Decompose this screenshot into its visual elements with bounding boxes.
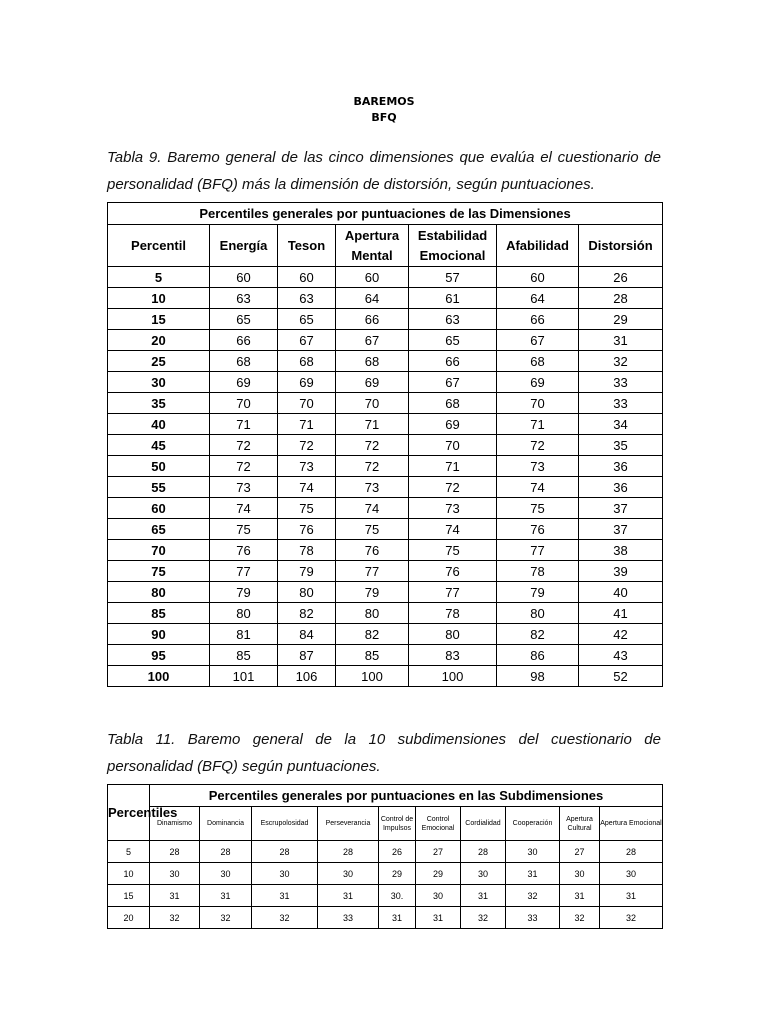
table-cell: 35 <box>579 435 663 456</box>
table-cell: 29 <box>579 309 663 330</box>
table-cell: 65 <box>210 309 278 330</box>
table-cell: 28 <box>252 841 318 863</box>
table-row <box>108 330 663 351</box>
table-cell: 73 <box>210 477 278 498</box>
table-cell: 27 <box>416 841 461 863</box>
caption-line: Tabla 9. Baremo general de las cinco dimensiones que evalúa el cuestionario de <box>107 149 661 166</box>
table-cell: 80 <box>409 624 497 645</box>
percentile-cell: 65 <box>108 519 210 540</box>
table-cell: 77 <box>497 540 579 561</box>
percentile-cell: 5 <box>108 267 210 288</box>
table-cell: 70 <box>497 393 579 414</box>
table-cell: 71 <box>210 414 278 435</box>
table-cell: 31 <box>600 885 663 907</box>
table-cell: 31 <box>200 885 252 907</box>
table-cell: 85 <box>336 645 409 666</box>
column-header: Apertura Emocional <box>600 807 663 841</box>
percentile-cell: 5 <box>108 841 150 863</box>
caption-line: personalidad (BFQ) según puntuaciones. <box>107 758 381 775</box>
table-cell: 60 <box>210 267 278 288</box>
table-row <box>108 309 663 330</box>
table-row <box>108 267 663 288</box>
table-cell: 30 <box>318 863 379 885</box>
table-cell: 61 <box>409 288 497 309</box>
table-cell: 31 <box>318 885 379 907</box>
table-cell: 36 <box>579 477 663 498</box>
percentile-cell: 85 <box>108 603 210 624</box>
table-cell: 68 <box>278 351 336 372</box>
table-cell: 72 <box>278 435 336 456</box>
table-cell: 31 <box>379 907 416 929</box>
table-cell: 80 <box>210 603 278 624</box>
table-row <box>108 885 663 907</box>
table-cell: 78 <box>497 561 579 582</box>
table-cell: 32 <box>506 885 560 907</box>
column-header: Apertura Cultural <box>560 807 600 841</box>
table-cell: 31 <box>416 907 461 929</box>
percentile-cell: 55 <box>108 477 210 498</box>
table-cell: 68 <box>336 351 409 372</box>
table-cell: 67 <box>497 330 579 351</box>
table-cell: 80 <box>278 582 336 603</box>
table-cell: 63 <box>278 288 336 309</box>
column-header: Apertura Mental <box>336 225 409 267</box>
table-cell: 69 <box>278 372 336 393</box>
table-cell: 76 <box>210 540 278 561</box>
table-cell: 72 <box>497 435 579 456</box>
table-cell: 75 <box>409 540 497 561</box>
table-11-title: Percentiles generales por puntuaciones en las Subdimensiones <box>150 785 663 807</box>
table-cell: 77 <box>210 561 278 582</box>
table-cell: 81 <box>210 624 278 645</box>
table-cell: 31 <box>150 885 200 907</box>
table-cell: 39 <box>579 561 663 582</box>
table-cell: 33 <box>579 372 663 393</box>
column-header: Afabilidad <box>497 225 579 267</box>
table-cell: 71 <box>278 414 336 435</box>
table-cell: 106 <box>278 666 336 687</box>
table-cell: 40 <box>579 582 663 603</box>
table-cell: 28 <box>579 288 663 309</box>
percentile-cell: 95 <box>108 645 210 666</box>
table-cell: 100 <box>409 666 497 687</box>
table-cell: 36 <box>579 456 663 477</box>
table-row <box>108 435 663 456</box>
table-cell: 31 <box>506 863 560 885</box>
table-cell: 32 <box>252 907 318 929</box>
table-cell: 30 <box>461 863 506 885</box>
table-cell: 67 <box>336 330 409 351</box>
table-cell: 30 <box>416 885 461 907</box>
table-cell: 68 <box>210 351 278 372</box>
percentile-cell: 60 <box>108 498 210 519</box>
table-cell: 75 <box>497 498 579 519</box>
percentile-cell: 20 <box>108 330 210 351</box>
table-cell: 31 <box>252 885 318 907</box>
table-cell: 77 <box>409 582 497 603</box>
table-cell: 82 <box>497 624 579 645</box>
table-cell: 70 <box>210 393 278 414</box>
table-cell: 80 <box>497 603 579 624</box>
percentile-cell: 90 <box>108 624 210 645</box>
table-row <box>108 863 663 885</box>
column-header: Perseverancia <box>318 807 379 841</box>
table-cell: 30. <box>379 885 416 907</box>
percentile-cell: 35 <box>108 393 210 414</box>
table-cell: 31 <box>579 330 663 351</box>
table-cell: 52 <box>579 666 663 687</box>
table-cell: 76 <box>278 519 336 540</box>
table-cell: 74 <box>336 498 409 519</box>
table-cell: 79 <box>336 582 409 603</box>
table-row <box>108 372 663 393</box>
column-header: Percentil <box>108 225 210 267</box>
table-cell: 82 <box>336 624 409 645</box>
table-cell: 64 <box>497 288 579 309</box>
table-cell: 60 <box>278 267 336 288</box>
table-cell: 26 <box>579 267 663 288</box>
table-cell: 78 <box>409 603 497 624</box>
table-cell: 72 <box>336 456 409 477</box>
table-cell: 31 <box>461 885 506 907</box>
percentile-cell: 45 <box>108 435 210 456</box>
table-cell: 75 <box>336 519 409 540</box>
table-cell: 63 <box>210 288 278 309</box>
table-cell: 69 <box>497 372 579 393</box>
table-cell: 72 <box>409 477 497 498</box>
table-row <box>108 561 663 582</box>
percentile-cell: 70 <box>108 540 210 561</box>
caption-line: Tabla 11. Baremo general de la 10 subdimensiones del cuestionario de <box>107 731 661 748</box>
table-cell: 71 <box>336 414 409 435</box>
table-cell: 26 <box>379 841 416 863</box>
table-row <box>108 907 663 929</box>
column-header: Cordialidad <box>461 807 506 841</box>
table-cell: 72 <box>210 456 278 477</box>
table-cell: 98 <box>497 666 579 687</box>
table-row <box>108 456 663 477</box>
column-header: Estabilidad Emocional <box>409 225 497 267</box>
table-cell: 85 <box>210 645 278 666</box>
table-cell: 42 <box>579 624 663 645</box>
table-cell: 28 <box>150 841 200 863</box>
table-cell: 76 <box>497 519 579 540</box>
table-cell: 30 <box>560 863 600 885</box>
table-cell: 28 <box>200 841 252 863</box>
table-cell: 87 <box>278 645 336 666</box>
caption-line: personalidad (BFQ) más la dimensión de distorsión, según puntuaciones. <box>107 176 595 193</box>
table-row <box>108 498 663 519</box>
table-cell: 101 <box>210 666 278 687</box>
percentile-cell: 15 <box>108 309 210 330</box>
table-cell: 71 <box>409 456 497 477</box>
table-cell: 60 <box>336 267 409 288</box>
table-cell: 34 <box>579 414 663 435</box>
table-cell: 30 <box>252 863 318 885</box>
table-cell: 86 <box>497 645 579 666</box>
table-cell: 32 <box>200 907 252 929</box>
table-cell: 29 <box>416 863 461 885</box>
column-header: Teson <box>278 225 336 267</box>
table-cell: 30 <box>506 841 560 863</box>
table-cell: 76 <box>409 561 497 582</box>
table-cell: 80 <box>336 603 409 624</box>
table-cell: 74 <box>210 498 278 519</box>
table-row <box>108 540 663 561</box>
column-header: Control Emocional <box>416 807 461 841</box>
table-cell: 72 <box>210 435 278 456</box>
table-cell: 30 <box>600 863 663 885</box>
table-cell: 30 <box>200 863 252 885</box>
table-cell: 79 <box>497 582 579 603</box>
table-cell: 30 <box>150 863 200 885</box>
table-row <box>108 841 663 863</box>
column-header: Energía <box>210 225 278 267</box>
table-cell: 28 <box>461 841 506 863</box>
document-heading <box>0 95 768 124</box>
table-cell: 37 <box>579 498 663 519</box>
table-cell: 65 <box>409 330 497 351</box>
table-9 <box>107 202 663 687</box>
table-cell: 64 <box>336 288 409 309</box>
table-row <box>108 666 663 687</box>
table-cell: 79 <box>278 561 336 582</box>
percentile-cell: 10 <box>108 863 150 885</box>
table-cell: 65 <box>278 309 336 330</box>
percentiles-header: Percentiles <box>108 785 150 841</box>
table-cell: 79 <box>210 582 278 603</box>
table-row <box>108 393 663 414</box>
table-row <box>108 645 663 666</box>
table-cell: 74 <box>409 519 497 540</box>
table-cell: 75 <box>210 519 278 540</box>
table-cell: 70 <box>336 393 409 414</box>
table-cell: 76 <box>336 540 409 561</box>
column-header: Control de Impulsos <box>379 807 416 841</box>
percentile-cell: 100 <box>108 666 210 687</box>
table-row <box>108 288 663 309</box>
heading-line-2: BFQ <box>371 111 397 124</box>
percentile-cell: 15 <box>108 885 150 907</box>
table-cell: 28 <box>318 841 379 863</box>
column-header: Escrupolosidad <box>252 807 318 841</box>
table-cell: 100 <box>336 666 409 687</box>
table-row <box>108 414 663 435</box>
table-11-caption <box>107 726 661 780</box>
table-cell: 41 <box>579 603 663 624</box>
table-cell: 32 <box>600 907 663 929</box>
table-9-title: Percentiles generales por puntuaciones de las Dimensiones <box>108 203 663 225</box>
table-cell: 32 <box>560 907 600 929</box>
table-cell: 73 <box>409 498 497 519</box>
table-cell: 32 <box>579 351 663 372</box>
table-cell: 66 <box>336 309 409 330</box>
percentile-cell: 80 <box>108 582 210 603</box>
table-cell: 67 <box>409 372 497 393</box>
table-cell: 32 <box>150 907 200 929</box>
column-header: Dinamismo <box>150 807 200 841</box>
table-cell: 66 <box>210 330 278 351</box>
table-cell: 43 <box>579 645 663 666</box>
table-11 <box>107 784 663 929</box>
table-row <box>108 624 663 645</box>
table-cell: 68 <box>497 351 579 372</box>
table-cell: 32 <box>461 907 506 929</box>
table-cell: 69 <box>409 414 497 435</box>
table-cell: 28 <box>600 841 663 863</box>
table-cell: 38 <box>579 540 663 561</box>
table-cell: 84 <box>278 624 336 645</box>
table-cell: 57 <box>409 267 497 288</box>
percentile-cell: 50 <box>108 456 210 477</box>
table-cell: 33 <box>579 393 663 414</box>
table-cell: 29 <box>379 863 416 885</box>
table-cell: 69 <box>336 372 409 393</box>
column-header: Distorsión <box>579 225 663 267</box>
table-cell: 83 <box>409 645 497 666</box>
percentile-cell: 30 <box>108 372 210 393</box>
table-cell: 63 <box>409 309 497 330</box>
percentile-cell: 75 <box>108 561 210 582</box>
table-cell: 33 <box>506 907 560 929</box>
percentile-cell: 10 <box>108 288 210 309</box>
table-cell: 73 <box>278 456 336 477</box>
table-9-caption <box>107 144 661 198</box>
table-cell: 74 <box>497 477 579 498</box>
table-cell: 66 <box>497 309 579 330</box>
heading-line-1: BAREMOS <box>353 95 415 108</box>
table-cell: 37 <box>579 519 663 540</box>
table-cell: 78 <box>278 540 336 561</box>
table-cell: 73 <box>336 477 409 498</box>
table-cell: 66 <box>409 351 497 372</box>
table-row <box>108 351 663 372</box>
table-row <box>108 603 663 624</box>
table-cell: 33 <box>318 907 379 929</box>
table-cell: 27 <box>560 841 600 863</box>
percentile-cell: 20 <box>108 907 150 929</box>
percentile-cell: 25 <box>108 351 210 372</box>
table-cell: 74 <box>278 477 336 498</box>
table-cell: 70 <box>409 435 497 456</box>
table-cell: 82 <box>278 603 336 624</box>
table-cell: 71 <box>497 414 579 435</box>
table-cell: 69 <box>210 372 278 393</box>
table-cell: 68 <box>409 393 497 414</box>
table-row <box>108 477 663 498</box>
table-cell: 77 <box>336 561 409 582</box>
table-cell: 75 <box>278 498 336 519</box>
table-row <box>108 582 663 603</box>
table-cell: 67 <box>278 330 336 351</box>
table-cell: 72 <box>336 435 409 456</box>
percentile-cell: 40 <box>108 414 210 435</box>
table-cell: 60 <box>497 267 579 288</box>
column-header: Cooperación <box>506 807 560 841</box>
table-row <box>108 519 663 540</box>
table-cell: 73 <box>497 456 579 477</box>
column-header: Dominancia <box>200 807 252 841</box>
table-cell: 31 <box>560 885 600 907</box>
table-cell: 70 <box>278 393 336 414</box>
